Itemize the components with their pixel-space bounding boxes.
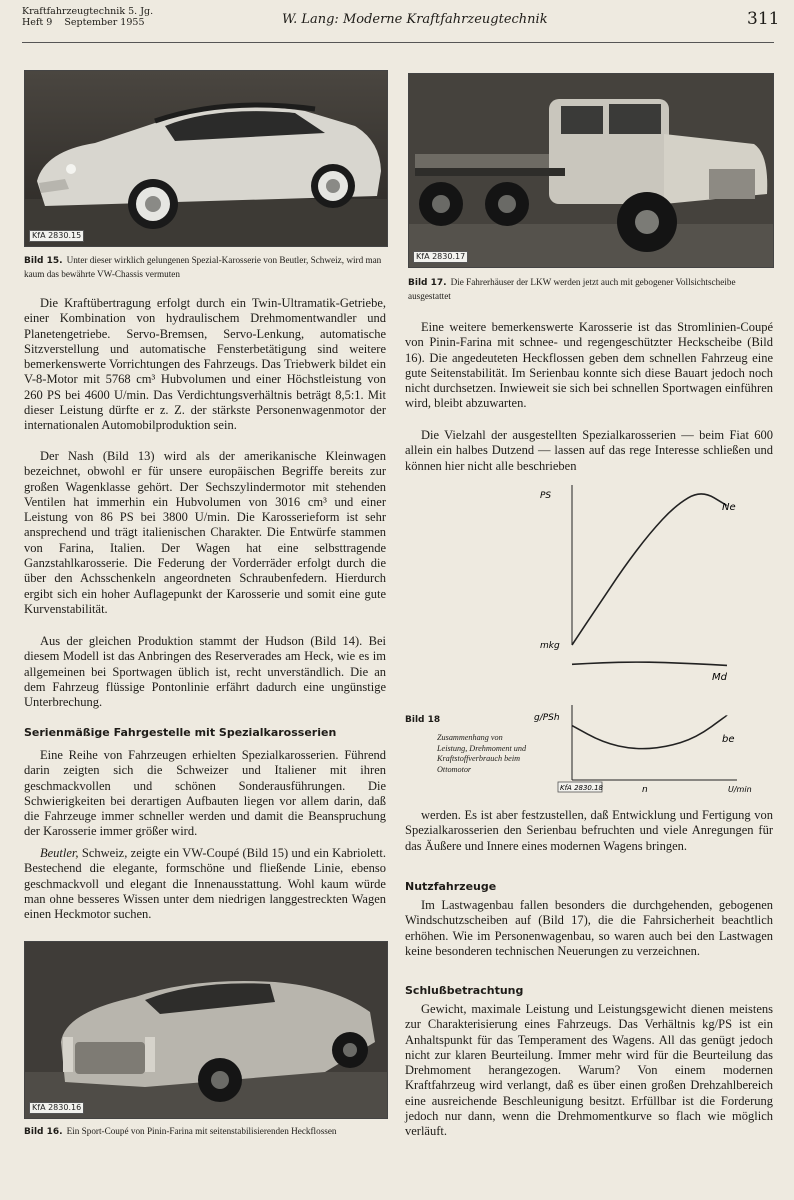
series-label: be [722,734,735,745]
paragraph: Gewicht, maximale Leistung und Leistungsgewicht dienen meistens zur Charakterisierung eines Fahrzeugs. Das Verhältnis kg/PS ist ein Anhaltspunkt für das Temperament des Wagens. All das genügt jedoch nicht zur klaren Beurteilung. Immer mehr wird für die Beurteilung das Drehmoment herangezogen. Warum? Von einem modernen Kraftfahrzeug wird verlangt, daß es über einen großen Drehzahlbereich eine ausreichende Beschleunigung besitzt. Erfüllbar ist die Forderung jedoch nur dann, wenn die Drehmomentkurve so flach wie möglich verläuft. [405,1002,773,1139]
caption-bild-18: Zusammenhang von Leistung, Drehmoment und Kraftstoffverbrauch beim Ottomotor [437,733,527,774]
x-axis-label: U/min [728,785,752,794]
y-unit-label: PS [540,491,552,501]
caption-text: Ein Sport-Coupé von Pinin-Farina mit seitenstabilisierenden Heckflossen [66,1126,337,1136]
caption-text: Unter dieser wirklich gelungenen Spezial-Karosserie von Beutler, Schweiz, wird man kaum das bewährte VW-Chassis vermuten [24,255,382,279]
figure-tag: KfA 2830.17 [413,251,468,263]
series-label: Ne [722,502,736,513]
section-heading: Nutzfahrzeuge [405,880,497,893]
paragraph: Im Lastwagenbau fallen besonders die durchgehenden, gebogenen Windschutzscheiben auf (Bild 17), die die Fahrsicherheit beachtlich erhöhen. Wie im Personenwagenbau, so waren auch bei den Lastwagen keine besonderen technischen Neuerungen zu verzeichnen. [405,898,773,958]
chart-bild-18 [532,480,752,800]
figure-tag: KfA 2830.15 [29,230,84,242]
italic-name: Beutler, [40,846,79,860]
paragraph-text: Schweiz, zeigte ein VW-Coupé (Bild 15) und ein Kabriolett. Bestechend die elegante, formschöne und fließende Linie, ebenso geschmackvoll und elegant die Innenausstattung. Wohl kaum würde man ohne besseres Wissen unter dem niedrigen langgestreckten Wagen einen Heckmotor suchen. [24,846,386,922]
section-heading: Schlußbetrachtung [405,984,524,997]
caption-label: Bild 15. [24,256,63,266]
caption-text: Die Fahrerhäuser der LKW werden jetzt auch mit gebogener Vollsichtscheibe ausgestattet [408,277,736,301]
series-line-ne [572,494,727,645]
running-title: W. Lang: Moderne Kraftfahrzeugtechnik [282,12,548,27]
page-number: 311 [747,9,780,29]
y-unit-label: g/PSh [534,713,560,723]
caption-label: Bild 17. [408,278,447,288]
paragraph: Die Kraftübertragung erfolgt durch ein Twin-Ultramatik-Getriebe, einer Kombination von hydraulischem Drehmomentwandler und Planetengetriebe. Servo-Bremsen, Servo-Lenkung, automatische Sitzverstellung und automatische Fensterbetätigung sind weitere bemerkenswerte Vorrichtungen des Fahrzeugs. Das Triebwerk bildet ein V-8-Motor mit 5768 cm³ Hubvolumen und einer Höchstleistung von 260 PS bei 4600 U/min. Das Verdichtungsverhältnis beträgt 8,5:1. Mit dieser Leistung dürfte er z. Z. der stärkste Personenwagenmotor der internationalen Automobilproduktion sein. [24,296,386,433]
photo-bild-16 [24,941,388,1119]
caption-bild-16 [24,1125,386,1139]
y-unit-label: mkg [540,641,560,651]
section-heading: Serienmäßige Fahrgestelle mit Spezialkarosserien [24,726,337,739]
journal-line-1: Kraftfahrzeugtechnik 5. Jg. [22,6,154,17]
figure-tag: KfA 2830.18 [560,784,604,792]
paragraph: Aus der gleichen Produktion stammt der Hudson (Bild 14). Bei diesem Modell ist das Anbringen des Reserverades am Heck, wie es im allgemeinen bei Sportwagen üblich ist, recht unverständlich. Die an dem Fahrzeug flüssige Pontonlinie erfährt dadurch eine ungünstige Unterbrechung. [24,634,386,710]
paragraph: Die Vielzahl der ausgestellten Spezialkarosserien — beim Fiat 600 allein ein halbes Dutzend — lassen auf das rege Interesse schließen und können hier nicht alle beschrieben [405,428,773,473]
caption-label: Bild 16. [24,1127,63,1137]
x-variable-label: n [642,785,648,795]
paragraph: Eine Reihe von Fahrzeugen erhielten Spezialkarosserien. Führend darin zeigten sich die Schweizer und Italiener mit ihren geschmackvollen und schönen Sonderausführungen. Die Schwierigkeiten bei derartigen Aufbauten liegen vor allem darin, daß die Fahrzeuge immer schneller werden und damit die Beanspruchung der Karosserie immer größer wird. [24,748,386,839]
journal-line-2: Heft 9 September 1955 [22,17,145,28]
caption-bild-15 [24,254,386,280]
paragraph: Eine weitere bemerkenswerte Karosserie ist das Stromlinien-Coupé von Pinin-Farina mit schnee- und regengeschützter Heckscheibe (Bild 16). Die angedeuteten Heckflossen geben dem schnellen Fahrzeug eine gute Seitenstabilität. Im Serienbau konnte sich diese Bauart jedoch noch nicht durchsetzen. Inwieweit sie sich bei schnellen Sportwagen einführen wird, bleibt abzuwarten. [405,320,773,411]
figure-label-bild-18: Bild 18 [405,715,441,725]
figure-tag: KfA 2830.16 [29,1102,84,1114]
photo-bild-17 [408,73,774,268]
paragraph: Der Nash (Bild 13) wird als der amerikanische Kleinwagen bezeichnet, obwohl er für unsere europäischen Begriffe bereits zur großen Wagenklasse gehört. Der Sechszylindermotor mit stehenden Ventilen hat immerhin ein Hubvolumen von 3016 cm³ und einer Leistung von 86 PS bei 3800 U/min. Die Karosserieform ist sehr ansprechend und trägt italienischen Charakter. Die Entwürfe stammen von Farina, Italien. Der Wagen hat eine selbsttragende Ganzstahlkarosserie. Die Federung der Vorderräder erfolgt durch die über den Achsschenkeln angeordneten Schraubenfedern. Hierdurch ergibt sich ein hoher Auflagepunkt der Karosserie und somit eine gute Kurvenstabilität. [24,449,386,616]
header-rule [22,42,774,43]
series-label: Md [712,672,727,683]
journal-info [22,6,153,28]
series-line-be [572,715,727,748]
paragraph [24,846,386,922]
photo-bild-15 [24,70,388,247]
caption-bild-17 [408,276,772,302]
series-line-md [572,662,727,665]
paragraph: werden. Es ist aber festzustellen, daß Entwicklung und Fertigung von Spezialkarosserien den Serienbau befruchten und viele Anregungen für das Äußere und Innere eines modernen Wagens bringen. [405,808,773,853]
